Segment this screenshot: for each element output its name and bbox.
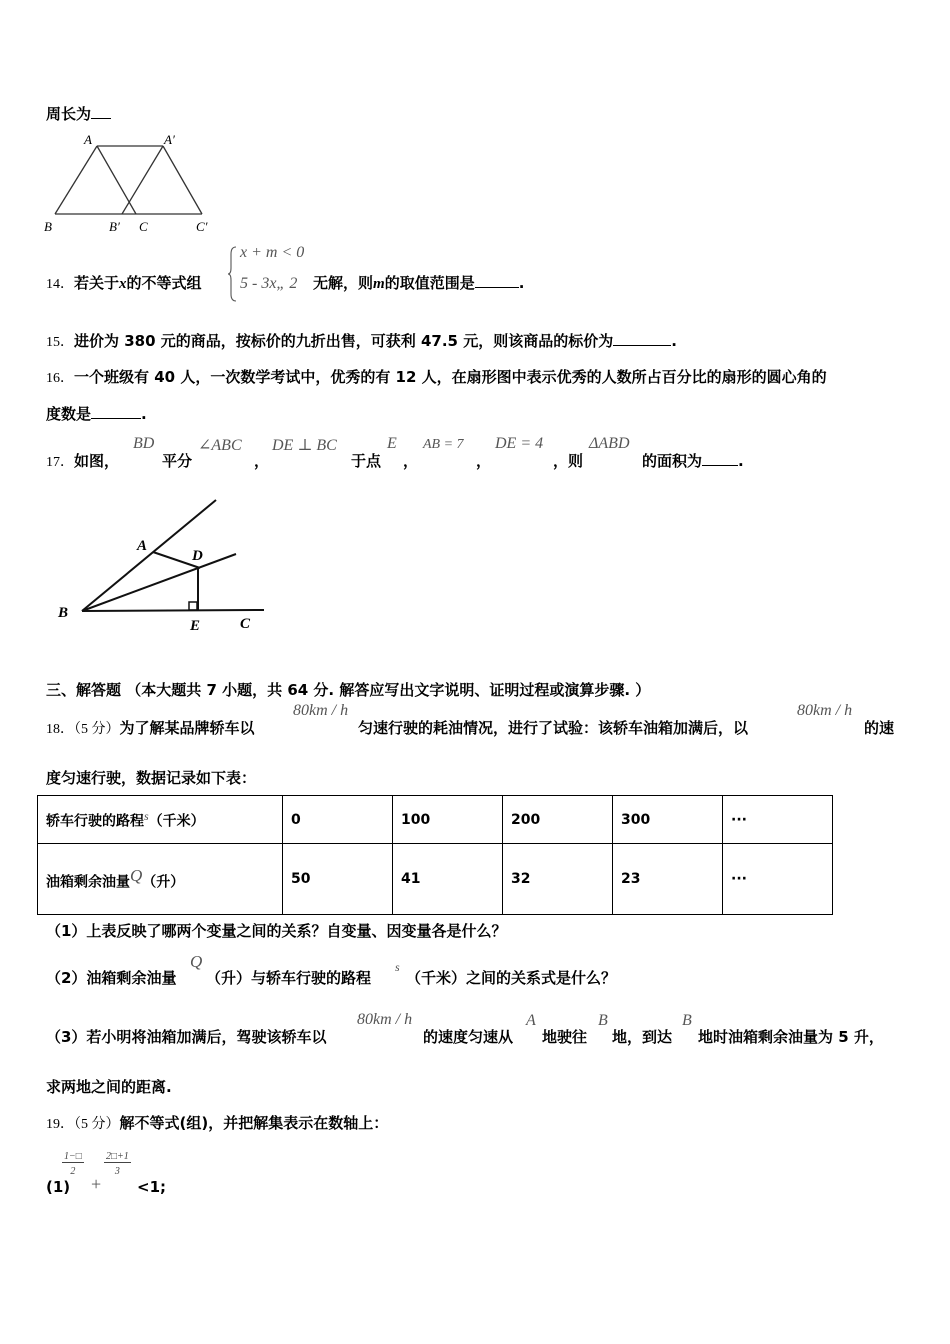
q17-math-E: E [387, 435, 397, 452]
q19-part-1-label: (1) [46, 1178, 71, 1196]
q17-text-3: 于点 [351, 452, 382, 470]
q16-line2: 度数是 [46, 405, 92, 423]
answer-blank [613, 333, 671, 346]
q18-speed-2: 80km / h [797, 702, 853, 719]
row-label-distance [38, 796, 283, 844]
q18-sub3-text-d: 地，到达 [612, 1028, 673, 1046]
q14-tail: 无解，则m的取值范围是 . [313, 274, 525, 292]
q18-text-3: 的速 [864, 719, 895, 737]
ray-BC [82, 610, 264, 611]
question-18 [46, 717, 255, 738]
fraction-1-denominator: 2 [70, 1166, 76, 1177]
q18-number: 18． [46, 722, 74, 737]
label-D: D [192, 548, 203, 564]
q17-tail: 的面积为 . [642, 452, 744, 470]
label-C: C [139, 219, 148, 234]
label-Cprime: C′ [196, 219, 208, 234]
question-17 [46, 450, 119, 471]
q17-text-5: 的面积为 [642, 452, 703, 470]
q18-sub3-var-B2: B [682, 1012, 692, 1029]
q14-var-x: x [119, 276, 127, 292]
row2-unit: （升） [142, 874, 185, 891]
question-15: 15．进价为 380 元的商品，按标价的九折出售，可获利 47.5 元，则该商品的标价为 . [46, 332, 677, 350]
q14-text-post2: 的取值范围是 [384, 274, 475, 292]
q16-line1: 一个班级有 40 人，一次数学考试中，优秀的有 12 人，在扇形图中表示优秀的人数所占百分比的扇形的圆心角的 [74, 368, 827, 386]
q18-sub3-text-b: 的速度匀速从 [423, 1028, 514, 1046]
fraction-2-denominator: 3 [114, 1166, 120, 1177]
q13-tail-text: 周长为 [46, 105, 92, 123]
fraction-2 [104, 1151, 131, 1177]
table-cell: 50 [283, 844, 393, 915]
q14-inequality-2: 5 - 3x„ 2 [240, 275, 298, 292]
q17-math-angle-ABC: ∠ABC [198, 437, 242, 454]
table-cell: ··· [723, 796, 833, 844]
row1-unit: （千米） [148, 813, 205, 830]
q14-text-post1: 无解，则 [313, 274, 374, 292]
q18-sub3-line-2: 求两地之间的距离. [46, 1078, 172, 1096]
q18-text-2: 匀速行驶的耗油情况，进行了试验：该轿车油箱加满后，以 [358, 719, 749, 737]
q19-score: （5 分） [74, 1117, 120, 1132]
q17-math-BD: BD [133, 435, 155, 452]
table-cell: 100 [393, 796, 503, 844]
q15-number: 15． [46, 335, 74, 350]
q18-sub2-var-Q: Q [190, 952, 203, 971]
q17-text-1: 如图， [74, 452, 120, 470]
q18-sub-question-1: （1）上表反映了哪两个变量之间的关系？自变量、因变量各是什么？ [46, 922, 507, 940]
label-E: E [190, 618, 201, 634]
fraction-2-numerator: 2□+1 [106, 1151, 129, 1162]
q17-comma-2: ， [403, 452, 419, 470]
segment-AprimeBprime [122, 146, 163, 214]
question-16 [46, 366, 827, 387]
q14-number: 14． [46, 277, 74, 292]
q14-inequality-1: x + m < 0 [240, 244, 305, 261]
ray-BD [82, 554, 236, 611]
label-B: B [58, 605, 69, 621]
q15-text: 进价为 380 元的商品，按标价的九折出售，可获利 47.5 元，则该商品的标价为 [74, 332, 614, 350]
right-angle-mark [189, 602, 197, 610]
q18-sub3-text-e: 地时油箱剩余油量为 5 升， [698, 1028, 884, 1046]
answer-blank [91, 406, 141, 419]
q18-sub3-speed: 80km / h [357, 1011, 413, 1028]
q18-sub2-text-a: （2）油箱剩余油量 [46, 969, 177, 987]
table-cell: 41 [393, 844, 503, 915]
q14-text-pre: 若关于 [74, 274, 120, 292]
q18-sub2-var-s: s [395, 960, 400, 974]
q17-math-AB-eq-7: AB = 7 [423, 437, 464, 452]
label-A: A [84, 132, 92, 147]
q18-speed-1: 80km / h [293, 702, 349, 719]
q13-tail [46, 103, 111, 124]
segment-AB [55, 146, 97, 214]
answer-blank [702, 453, 738, 466]
table-cell: 200 [503, 796, 613, 844]
q19-number: 19． [46, 1117, 74, 1132]
table-row [38, 844, 833, 915]
data-table [37, 795, 833, 915]
label-B: B [44, 219, 52, 234]
row-label-fuel [38, 844, 283, 915]
table-cell: 23 [613, 844, 723, 915]
q17-math-DE-perp-BC: DE ⊥ BC [272, 437, 337, 454]
q18-sub3-text-c: 地驶往 [542, 1028, 588, 1046]
q17-text-4: ，则 [553, 452, 584, 470]
table-cell: 0 [283, 796, 393, 844]
label-Bprime: B′ [109, 219, 120, 234]
table-cell: 32 [503, 844, 613, 915]
question-14 [46, 272, 202, 293]
table-cell: ··· [723, 844, 833, 915]
q19-inequality-tail: <1; [137, 1178, 167, 1196]
fraction-1 [62, 1151, 84, 1177]
segment-AprimeCprime [163, 146, 202, 214]
q18-sub3-var-B: B [598, 1012, 608, 1029]
label-Aprime: A′ [164, 132, 175, 147]
q17-math-triangle-ABD: ΔABD [589, 435, 630, 452]
var-s: s [144, 808, 149, 823]
q14-text-mid: 的不等式组 [126, 274, 202, 292]
q18-score: （5 分） [74, 722, 120, 737]
bisector-figure [44, 490, 274, 640]
row2-label-text: 油箱剩余油量 [46, 874, 130, 891]
q19-text: 解不等式(组)，并把解集表示在数轴上： [119, 1114, 389, 1132]
table-cell: 300 [613, 796, 723, 844]
q14-var-m: m [373, 276, 385, 292]
q17-comma-1: ， [254, 452, 270, 470]
q17-comma-3: ， [476, 452, 492, 470]
question-19 [46, 1112, 388, 1133]
q18-sub2-text-c: （千米）之间的关系式是什么？ [406, 969, 617, 987]
q17-text-2: 平分 [162, 452, 193, 470]
q16-number: 16． [46, 371, 74, 386]
segment-AC [97, 146, 136, 214]
q18-line-2: 度匀速行驶，数据记录如下表： [46, 769, 257, 787]
q18-text-1: 为了解某品牌轿车以 [119, 719, 255, 737]
label-C: C [240, 616, 251, 632]
left-brace-icon [228, 246, 238, 302]
fraction-1-numerator: 1−□ [64, 1151, 82, 1162]
question-16-line2: 度数是 . [46, 405, 147, 423]
answer-blank [475, 275, 519, 288]
table-row [38, 796, 833, 844]
translation-figure [40, 128, 220, 238]
q18-sub3-var-A: A [526, 1012, 536, 1029]
q17-number: 17． [46, 455, 74, 470]
row1-label-text: 轿车行驶的路程 [46, 813, 144, 830]
q17-math-DE-eq-4: DE = 4 [495, 435, 544, 452]
section-3-title: 三、解答题 （本大题共 7 小题，共 64 分. 解答应写出文字说明、证明过程或演算步骤. ） [46, 681, 651, 699]
plus-sign: + [91, 1174, 102, 1194]
answer-blank [91, 106, 111, 119]
label-A: A [137, 538, 148, 554]
q18-sub3-text-a: （3）若小明将油箱加满后，驾驶该轿车以 [46, 1028, 327, 1046]
var-Q: Q [130, 866, 143, 886]
q18-sub2-text-b: （升）与轿车行驶的路程 [206, 969, 372, 987]
